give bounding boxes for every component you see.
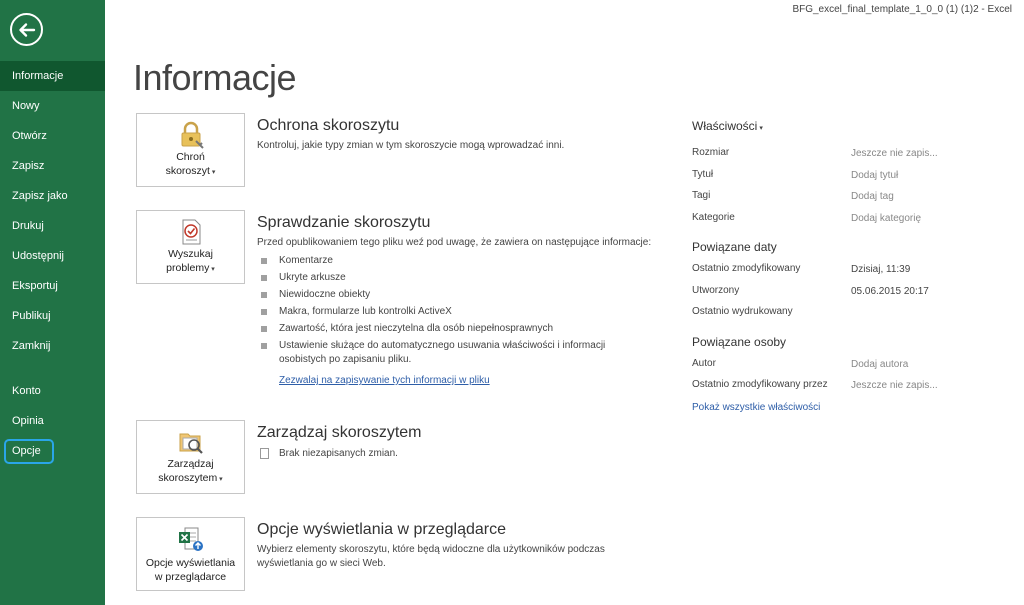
sidebar-item-nowy[interactable]: Nowy (12, 100, 40, 112)
list-item: Komentarze (257, 254, 657, 268)
chevron-down-icon: ▾ (209, 169, 216, 176)
property-row (692, 259, 992, 281)
excel-web-icon (176, 524, 206, 554)
manage-tile-line1: Zarządzaj (167, 458, 214, 470)
property-key: Ostatnio zmodyfikowany przez (692, 379, 828, 390)
show-all-properties-link[interactable]: Pokaż wszystkie właściwości (692, 401, 821, 413)
protect-tile-line2: skoroszyt (165, 165, 210, 177)
categories-field[interactable]: Dodaj kategorię (851, 212, 922, 224)
sidebar-item-drukuj[interactable]: Drukuj (12, 220, 44, 232)
window-title: BFG_excel_final_template_1_0_0 (1) (1)2 - Excel (792, 4, 1012, 15)
sidebar-item-opcje-label: Opcje (12, 445, 41, 457)
property-key: Rozmiar (692, 147, 730, 158)
sidebar-item-zapisz-jako[interactable]: Zapisz jako (12, 190, 68, 202)
title-field[interactable]: Dodaj tytuł (851, 169, 899, 181)
folder-search-icon (176, 427, 206, 457)
browser-tile-line1: Opcje wyświetlania (145, 557, 236, 569)
protect-title: Ochrona skoroszytu (257, 117, 400, 134)
lock-key-icon (176, 120, 206, 150)
chevron-down-icon: ▾ (759, 125, 763, 132)
list-item: Ustawienie służące do automatycznego usuwania właściwości i informacji osobistych po zapisaniu pliku. (257, 339, 627, 367)
property-key: Kategorie (692, 211, 735, 223)
manage-tile-line2: skoroszytem (158, 472, 218, 484)
arrow-left-icon (18, 21, 36, 39)
browser-title: Opcje wyświetlania w przeglądarce (257, 521, 506, 538)
manage-status: Brak niezapisanych zmian. (279, 448, 398, 459)
property-row (692, 143, 992, 165)
inspect-tile-line1: Wyszukaj (168, 248, 213, 260)
property-value: Jeszcze nie zapis... (851, 380, 938, 391)
manage-tile-label (158, 457, 222, 487)
sidebar-nav (0, 61, 105, 466)
property-key: Tytuł (692, 168, 714, 180)
property-value: Jeszcze nie zapis... (851, 148, 938, 159)
property-key: Autor (692, 357, 716, 369)
property-row (692, 165, 992, 187)
author-field[interactable]: Dodaj autora (851, 358, 909, 370)
protect-body (257, 113, 657, 153)
property-value: 05.06.2015 20:17 (851, 285, 929, 297)
sidebar-item-eksportuj[interactable]: Eksportuj (12, 280, 58, 292)
property-key: Tagi (692, 190, 711, 201)
protect-desc: Kontroluj, jakie typy zmian w tym skoroszycie mogą wprowadzać inni. (257, 140, 565, 151)
browser-tile-line2: w przeglądarce (154, 571, 227, 583)
inspect-section (136, 210, 656, 400)
inspect-title: Sprawdzanie skoroszytu (257, 214, 431, 231)
manage-workbook-button[interactable] (136, 420, 245, 494)
chevron-down-icon: ▾ (209, 266, 215, 273)
tags-field[interactable]: Dodaj tag (851, 191, 894, 202)
sidebar-separator (0, 361, 105, 376)
property-key: Ostatnio wydrukowany (692, 306, 793, 317)
browser-view-options-button[interactable] (136, 517, 245, 591)
sidebar-item-publikuj[interactable]: Publikuj (12, 310, 51, 322)
properties-dropdown[interactable] (692, 118, 992, 137)
list-item: Makra, formularze lub kontrolki ActiveX (257, 305, 657, 319)
page-title: Informacje (133, 57, 297, 98)
manage-title: Zarządzaj skoroszytem (257, 424, 422, 441)
sidebar-item-udostepnij[interactable]: Udostępnij (12, 250, 64, 262)
allow-save-info-link[interactable]: Zezwalaj na zapisywanie tych informacji w pliku (279, 375, 490, 386)
manage-status-row (257, 448, 657, 459)
back-button[interactable] (10, 13, 43, 46)
sidebar-item-zapisz[interactable]: Zapisz (12, 160, 45, 172)
sidebar-item-informacje[interactable]: Informacje (0, 61, 105, 91)
sidebar-item-otworz[interactable]: Otwórz (12, 130, 47, 142)
inspect-tile-line2: problemy (166, 262, 210, 274)
manage-section (136, 420, 656, 500)
browser-tile-label (146, 556, 235, 584)
property-row (692, 186, 992, 208)
property-key: Ostatnio zmodyfikowany (692, 263, 801, 274)
property-row (692, 208, 992, 230)
protect-section (136, 113, 656, 193)
list-item: Niewidoczne obiekty (257, 288, 657, 302)
property-row (692, 354, 992, 376)
inspect-tile-label (166, 247, 215, 277)
chevron-down-icon: ▾ (217, 476, 223, 483)
document-check-icon (176, 217, 206, 247)
list-item: Zawartość, która jest nieczytelna dla osób niepełnosprawnych (257, 322, 657, 336)
list-item: Ukryte arkusze (257, 271, 657, 285)
property-value: Dzisiaj, 11:39 (851, 264, 911, 275)
sidebar-item-opcje[interactable] (0, 436, 105, 466)
manage-body (257, 420, 657, 459)
property-key: Utworzony (692, 284, 740, 296)
focus-highlight (4, 439, 54, 464)
related-dates-heading: Powiązane daty (692, 240, 777, 254)
browser-body (257, 517, 657, 571)
inspect-workbook-button[interactable] (136, 210, 245, 284)
protect-tile-line1: Chroń (176, 151, 205, 163)
inspect-body (257, 210, 657, 388)
backstage-sidebar (0, 0, 105, 605)
browser-desc: Wybierz elementy skoroszytu, które będą widoczne dla użytkowników podczas wyświetlania go w sieci Web. (257, 544, 605, 569)
sidebar-item-zamknij[interactable]: Zamknij (12, 340, 51, 352)
properties-panel (692, 118, 992, 415)
protect-tile-label (166, 150, 216, 180)
property-row (692, 281, 992, 303)
inspect-desc: Przed opublikowaniem tego pliku weź pod uwagę, że zawiera on następujące informacje: (257, 237, 652, 248)
related-people-heading: Powiązane osoby (692, 334, 787, 349)
browser-section (136, 517, 656, 597)
sidebar-item-konto[interactable]: Konto (12, 385, 41, 397)
protect-workbook-button[interactable] (136, 113, 245, 187)
properties-heading: Właściwości (692, 119, 758, 133)
sidebar-item-opinia[interactable]: Opinia (12, 415, 44, 427)
inspect-bullet-list (257, 254, 657, 367)
property-row (692, 375, 992, 397)
property-row (692, 302, 992, 324)
document-icon (260, 448, 269, 459)
